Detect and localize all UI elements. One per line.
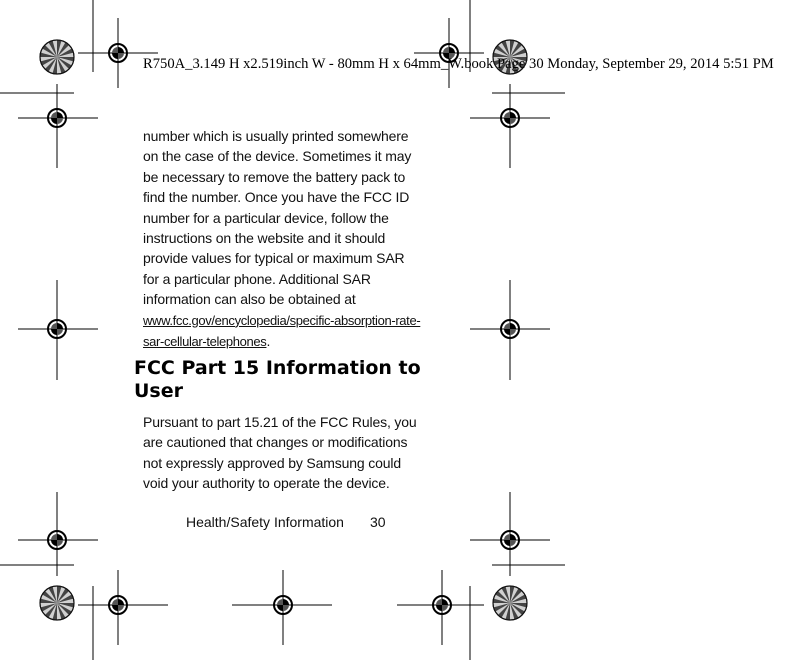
paragraph-fcc-part15: Pursuant to part 15.21 of the FCC Rules, you are cautioned that changes or modifications not expressly approved by Samsung could void your authority to operate the device. [143, 414, 417, 492]
print-slug-line: R750A_3.149 H x2.519inch W - 80mm H x 64mm_W.book Page 30 Monday, September 29, 2014 5:51 PM [143, 56, 774, 72]
star-target-mark [40, 40, 74, 74]
page-number: 30 [370, 514, 386, 530]
paragraph-end: . [266, 333, 271, 350]
paragraph-text: number which is usually printed somewhere on the case of the device. Sometimes it may be necessary to remove the battery pack to find the number. Once you have the FCC ID number for a particular device, follow the instructions on the website and it should provide values for typical or maximum SAR for a particular phone. Additional SAR information can also be obtained at [143, 128, 412, 308]
paragraph-sar-info [143, 126, 423, 352]
fcc-sar-link[interactable]: www.fcc.gov/encyclopedia/specific-absorption-rate-sar-cellular-telephones [143, 312, 421, 350]
star-target-mark [493, 586, 527, 620]
star-target-mark [40, 586, 74, 620]
footer-section-title: Health/Safety Information [186, 514, 344, 530]
section-heading: FCC Part 15 Information to User [134, 357, 421, 402]
page-footer [186, 512, 446, 532]
